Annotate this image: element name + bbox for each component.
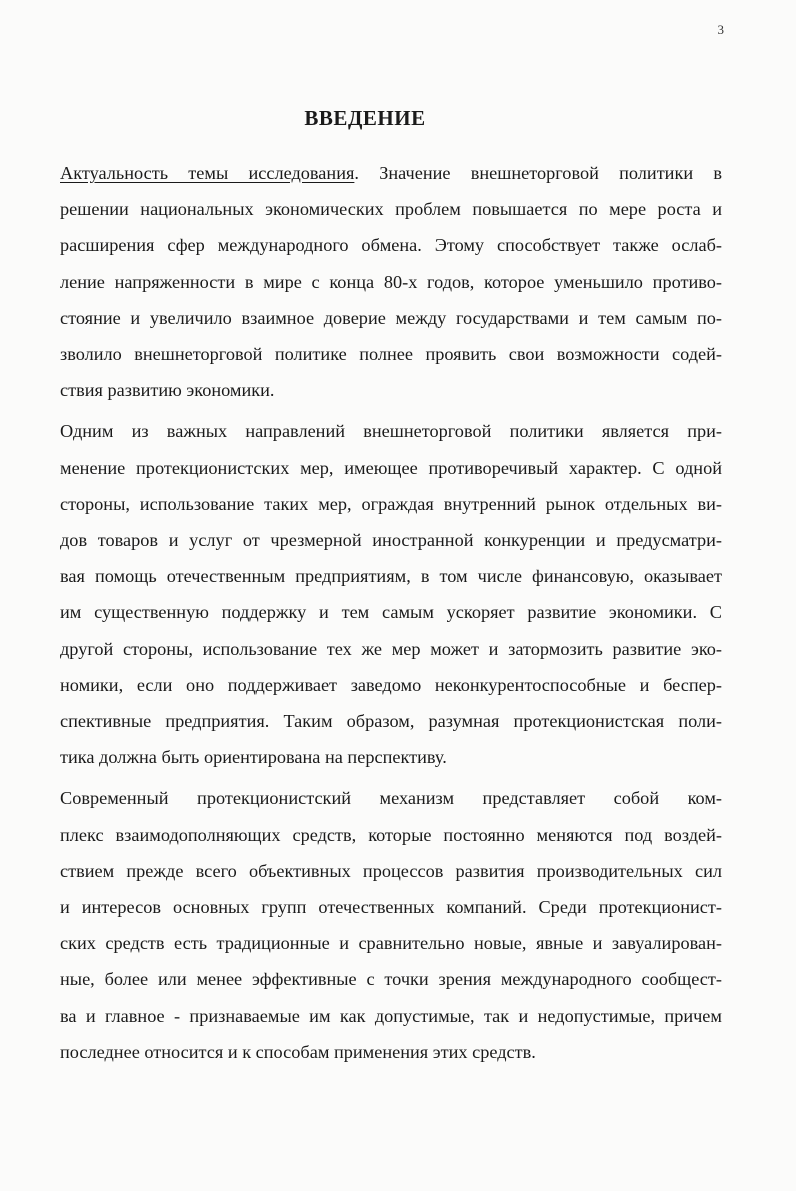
text-line: ные, более или менее эффективные с точки зрения международного сообщест- (60, 969, 722, 990)
text-line: стороны, использование таких мер, ограждая внутренний рынок отдельных ви- (60, 493, 722, 514)
paragraph-3 (10, 780, 722, 1070)
text-line: вая помощь отечественным предприятиям, в том числе финансовую, оказывает (60, 566, 722, 587)
text-line: последнее относится и к способам применения этих средств. (60, 1041, 536, 1062)
text-line: Современный протекционистский механизм представляет собой ком- (60, 788, 722, 809)
text-line: Актуальность темы исследования. Значение внешнеторговой политики в (60, 163, 722, 183)
text-line: дов товаров и услуг от чрезмерной иностранной конкуренции и предусматри- (60, 530, 722, 551)
text-line: плекс взаимодополняющих средств, которые постоянно меняются под воздей- (60, 824, 722, 845)
body-text (10, 155, 722, 1070)
text-line: номики, если оно поддерживает заведомо неконкурентоспособные и беспер- (60, 674, 722, 695)
paragraph-1 (10, 155, 722, 408)
text-line: ствием прежде всего объективных процессов развития производительных сил (60, 860, 722, 881)
text-line: решении национальных экономических проблем повышается по мере роста и (60, 199, 722, 220)
page-title: ВВЕДЕНИЕ (304, 106, 426, 130)
text-line: ствия развитию экономики. (60, 380, 275, 401)
text-line: зволило внешнеторговой политике полнее проявить свои возможности содей- (60, 344, 722, 365)
text-line: ских средств есть традиционные и сравнительно новые, явные и завуалирован- (60, 933, 722, 954)
text-line: Одним из важных направлений внешнеторговой политики является при- (60, 421, 722, 442)
text-line: тика должна быть ориентирована на перспективу. (60, 747, 447, 768)
text-line: ление напряженности в мире с конца 80-х годов, которое уменьшило противо- (60, 271, 722, 292)
text-line: менение протекционистских мер, имеющее противоречивый характер. С одной (60, 457, 722, 478)
underlined-lead: Актуальность темы исследования (60, 163, 355, 183)
text-line: и интересов основных групп отечественных компаний. Среди протекционист- (60, 897, 722, 918)
text-line: ва и главное - признаваемые им как допустимые, так и недопустимые, причем (60, 1005, 722, 1026)
text-line: им существенную поддержку и тем самым ускоряет развитие экономики. С (60, 602, 722, 623)
text-line: другой стороны, использование тех же мер может и затормозить развитие эко- (60, 638, 722, 659)
text-line: стояние и увеличило взаимное доверие между государствами и тем самым по- (60, 307, 722, 328)
text-line: расширения сфер международного обмена. Этому способствует также ослаб- (60, 235, 722, 256)
text-line: спективные предприятия. Таким образом, разумная протекционистская поли- (60, 711, 722, 732)
paragraph-2 (10, 413, 722, 775)
page-number: 3 (717, 22, 724, 37)
